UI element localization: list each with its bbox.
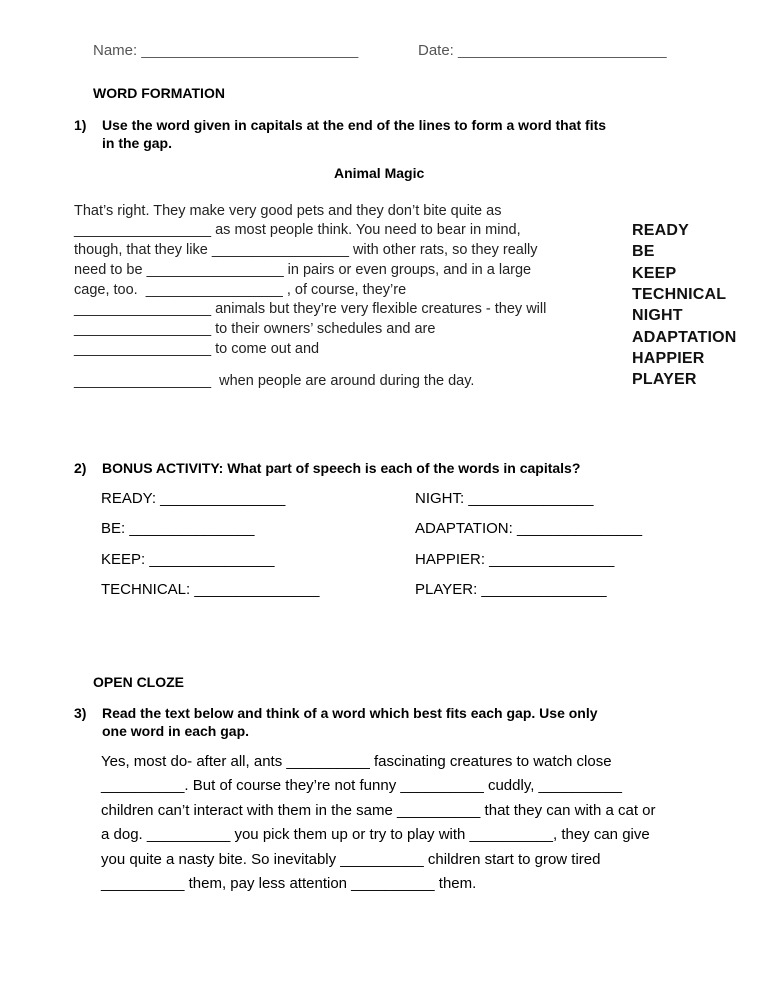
bonus-item-adaptation[interactable]: ADAPTATION: _______________ — [415, 520, 643, 537]
cloze-line: __________. But of course they’re not funny __________ cuddly, __________ — [101, 777, 622, 794]
bonus-item-happier[interactable]: HAPPIER: _______________ — [415, 551, 615, 568]
keyword: PLAYER — [632, 371, 697, 388]
passage-line: _________________ when people are around during the day. — [74, 373, 475, 389]
cloze-line: you quite a nasty bite. So inevitably __________ children start to grow tired — [101, 851, 601, 868]
bonus-item-ready[interactable]: READY: _______________ — [101, 490, 286, 507]
section-title-open-cloze: OPEN CLOZE — [93, 674, 185, 690]
question-number-2: 2) — [74, 460, 87, 476]
name-field[interactable]: Name: __________________________ — [93, 42, 359, 59]
passage-line: _________________ to come out and — [74, 341, 320, 357]
cloze-line: a dog. __________ you pick them up or try to play with __________, they can give — [101, 826, 650, 843]
keyword: ADAPTATION — [632, 329, 737, 346]
cloze-line: __________ them, pay less attention __________ them. — [101, 875, 477, 892]
question-number-1: 1) — [74, 117, 87, 133]
bonus-item-keep[interactable]: KEEP: _______________ — [101, 551, 275, 568]
section-title-word-formation: WORD FORMATION — [93, 85, 225, 101]
cloze-line: children can’t interact with them in the same __________ that they can with a cat or — [101, 802, 656, 819]
passage-line: need to be _________________ in pairs or even groups, and in a large — [74, 262, 532, 278]
keyword: TECHNICAL — [632, 286, 727, 303]
keyword: KEEP — [632, 265, 677, 282]
keyword: BE — [632, 243, 655, 260]
date-field[interactable]: Date: _________________________ — [418, 42, 667, 59]
cloze-line: Yes, most do- after all, ants __________ fascinating creatures to watch close — [101, 753, 612, 770]
passage-line: _________________ to their owners’ schedules and are — [74, 321, 436, 337]
bonus-item-be[interactable]: BE: _______________ — [101, 520, 255, 537]
question-1-text-line1: Use the word given in capitals at the end of the lines to form a word that fits — [102, 117, 607, 133]
question-number-3: 3) — [74, 705, 87, 721]
passage-line: _________________ as most people think. You need to bear in mind, — [74, 222, 521, 238]
bonus-item-night[interactable]: NIGHT: _______________ — [415, 490, 594, 507]
keyword: NIGHT — [632, 307, 683, 324]
question-1-text-line2: in the gap. — [102, 135, 172, 151]
question-3-text-line1: Read the text below and think of a word which best fits each gap. Use only — [102, 705, 598, 721]
keyword: READY — [632, 222, 690, 239]
bonus-item-technical[interactable]: TECHNICAL: _______________ — [101, 581, 320, 598]
passage-line: That’s right. They make very good pets and they don’t bite quite as — [74, 203, 502, 219]
passage-line: cage, too. _________________ , of course, they’re — [74, 282, 407, 298]
question-3-text-line2: one word in each gap. — [102, 723, 250, 739]
bonus-item-player[interactable]: PLAYER: _______________ — [415, 581, 607, 598]
keyword: HAPPIER — [632, 350, 705, 367]
passage-line: _________________ animals but they’re very flexible creatures - they will — [74, 301, 547, 317]
passage-title: Animal Magic — [334, 165, 425, 181]
question-2-text: BONUS ACTIVITY: What part of speech is each of the words in capitals? — [102, 460, 581, 476]
passage-line: though, that they like _________________ with other rats, so they really — [74, 242, 538, 258]
